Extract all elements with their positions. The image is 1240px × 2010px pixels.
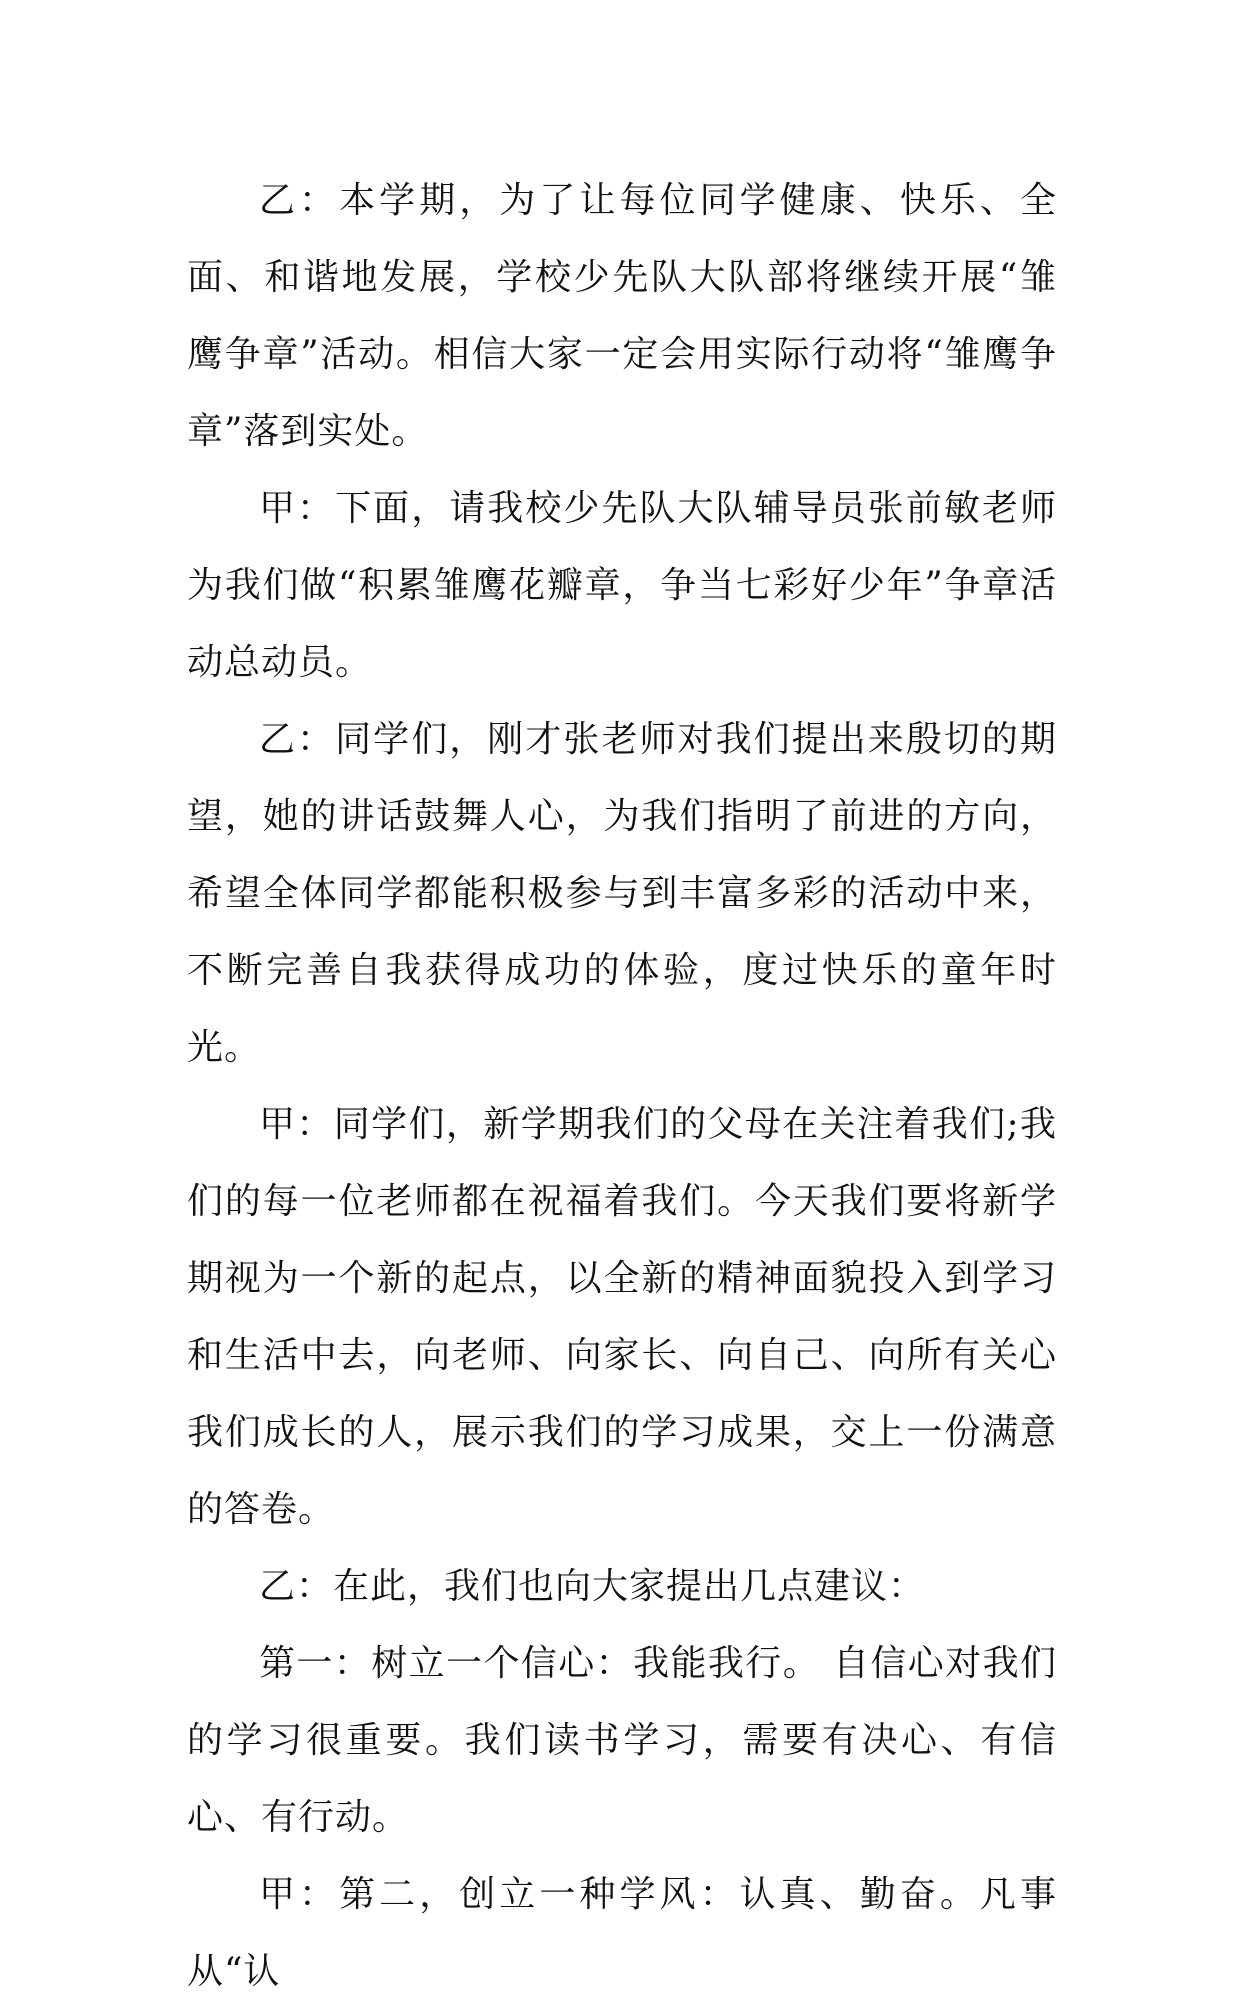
paragraph: 乙：同学们，刚才张老师对我们提出来殷切的期望，她的讲话鼓舞人心，为我们指明了前进的方向，希望全体同学都能积极参与到丰富多彩的活动中来，不断完善自我获得成功的体验，度过快乐的童年时光。 [187, 719, 1057, 1068]
paragraph: 甲：同学们，新学期我们的父母在关注着我们;我们的每一位老师都在祝福着我们。今天我们要将新学期视为一个新的起点，以全新的精神面貌投入到学习和生活中去，向老师、向家长、向自己、向所有关心我们成长的人，展示我们的学习成果，交上一份满意的答卷。 [187, 1104, 1057, 1530]
paragraph: 甲：第二，创立一种学风：认真、勤奋。凡事从“认 [187, 1874, 1057, 1992]
paragraph: 乙：本学期，为了让每位同学健康、快乐、全面、和谐地发展，学校少先队大队部将继续开展“雏鹰争章”活动。相信大家一定会用实际行动将“雏鹰争章”落到实处。 [187, 180, 1057, 452]
paragraph: 乙：在此，我们也向大家提出几点建议： [259, 1566, 926, 1607]
paragraph: 第一：树立一个信心：我能我行。 自信心对我们的学习很重要。我们读书学习，需要有决心、有信心、有行动。 [187, 1643, 1057, 1838]
document-body [187, 162, 1057, 2010]
paragraph: 甲：下面，请我校少先队大队辅导员张前敏老师为我们做“积累雏鹰花瓣章，争当七彩好少年”争章活动总动员。 [187, 488, 1057, 683]
